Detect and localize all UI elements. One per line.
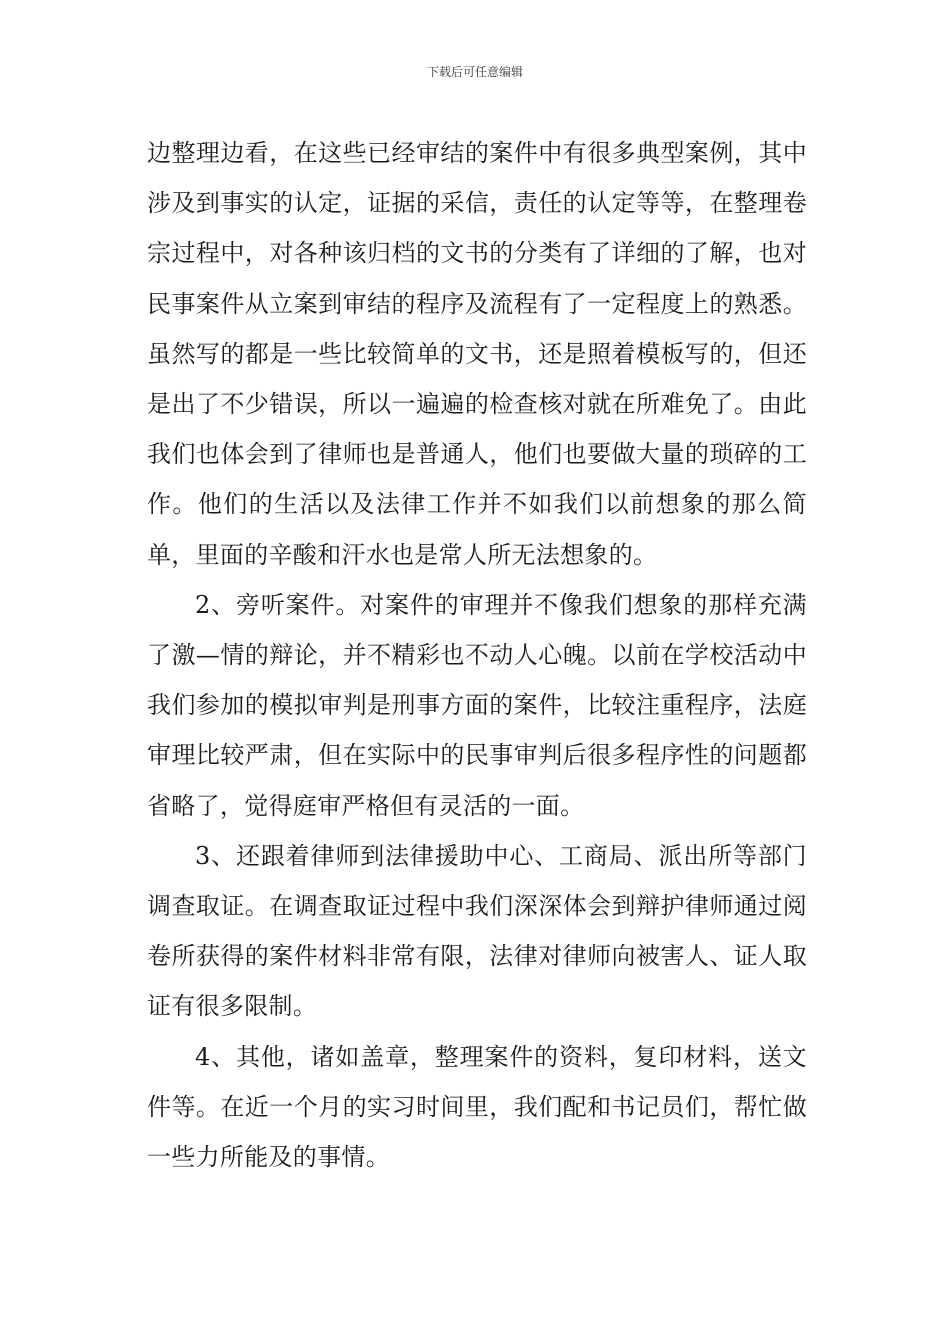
document-body <box>147 128 807 1182</box>
paragraph-item-3: 3、还跟着律师到法律援助中心、工商局、派出所等部门调查取证。在调查取证过程中我们深深体会到辩护律师通过阅卷所获得的案件材料非常有限，法律对律师向被害人、证人取证有很多限制。 <box>147 841 807 1021</box>
page-header: 下载后可任意编辑 <box>426 65 523 79</box>
paragraph-item-2: 2、旁听案件。对案件的审理并不像我们想象的那样充满了激—情的辩论，并不精彩也不动人心魄。以前在学校活动中我们参加的模拟审判是刑事方面的案件，比较注重程序，法庭审理比较严肃，但在实际中的民事审判后很多程序性的问题都省略了，觉得庭审严格但有灵活的一面。 <box>147 590 807 820</box>
paragraph-continuation: 边整理边看，在这些已经审结的案件中有很多典型案例，其中涉及到事实的认定，证据的采信，责任的认定等等，在整理卷宗过程中，对各种该归档的文书的分类有了详细的了解，也对民事案件从立案到审结的程序及流程有了一定程度上的熟悉。虽然写的都是一些比较简单的文书，还是照着模板写的，但还是出了不少错误，所以一遍遍的检查核对就在所难免了。由此我们也体会到了律师也是普通人，他们也要做大量的琐碎的工作。他们的生活以及法律工作并不如我们以前想象的那么简单，里面的辛酸和汗水也是常人所无法想象的。 <box>147 139 807 569</box>
paragraph-item-4: 4、其他，诸如盖章，整理案件的资料，复印材料，送文件等。在近一个月的实习时间里，我们配和书记员们，帮忙做一些力所能及的事情。 <box>147 1042 807 1172</box>
